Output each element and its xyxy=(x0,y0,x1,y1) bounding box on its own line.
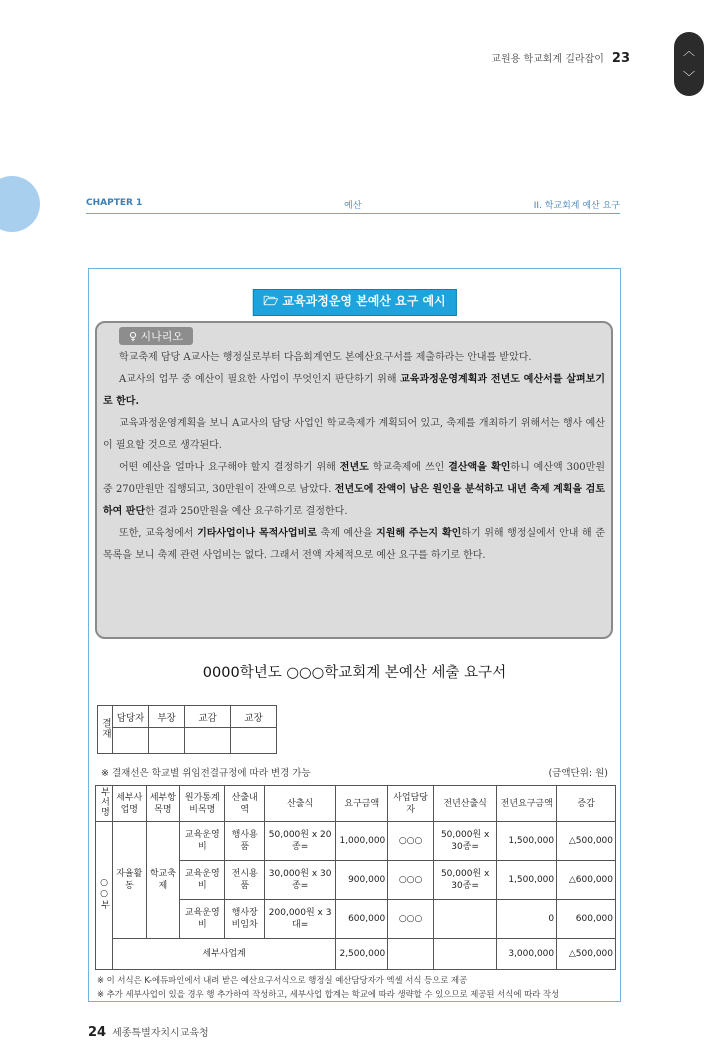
empty-cell xyxy=(388,939,434,970)
column-header: 요구금액 xyxy=(336,786,388,822)
column-header: 사업담당자 xyxy=(388,786,434,822)
side-decoration xyxy=(0,176,40,232)
formula-cell: 200,000원 x 3대= xyxy=(264,900,335,939)
scenario-paragraph: 어떤 예산을 얼마나 요구해야 할지 결정하기 위해 전년도 학교축제에 쓰인 결산액을 확인하니 예산액 300만원 중 270만원만 집행되고, 30만원이 잔액으로 남았다. 전년도에 잔액이 남은 원인을 분석하고 내년 축제 계획을 검토하여 판단한 결과 250만원을 예산 요구하기로 결정한다. xyxy=(103,462,605,517)
approval-label: 결재 xyxy=(98,706,113,754)
unit-note: (금액단위: 원) xyxy=(548,768,608,779)
total-amount: 2,500,000 xyxy=(336,939,388,970)
approval-note: ※ 결재선은 학교별 위임전결규정에 따라 변경 가능 xyxy=(101,768,311,779)
chapter-part: II. 학교회계 예산 요구 xyxy=(533,201,620,211)
footnote: ※ 추가 세부사업이 있을 경우 행 추가하여 작성하고, 세부사업 합계는 학교에 따라 생략할 수 있으므로 제공된 서식에 따라 작성 xyxy=(97,989,560,999)
scenario-box xyxy=(95,321,613,639)
cost-cell: 교육운영비 xyxy=(180,900,225,939)
signature-cell[interactable] xyxy=(185,728,231,754)
empty-cell xyxy=(433,939,496,970)
prev-formula-cell xyxy=(433,900,496,939)
dept-cell: ○○부 xyxy=(96,822,113,970)
example-banner xyxy=(252,289,456,316)
signature-cell[interactable] xyxy=(113,728,149,754)
budget-header-row xyxy=(96,786,616,822)
chapter-section: 예산 xyxy=(344,201,362,211)
budget-table xyxy=(95,785,616,970)
signature-cell[interactable] xyxy=(231,728,277,754)
running-head-title: 교원용 학교회계 길라잡이 xyxy=(491,54,604,65)
prev-amount-cell: 0 xyxy=(497,900,557,939)
column-header: 산출내역 xyxy=(225,786,264,822)
chevron-down-icon[interactable]: ﹀ xyxy=(682,69,695,84)
total-change: △500,000 xyxy=(557,939,616,970)
running-head-page-number: 23 xyxy=(611,51,630,66)
chevron-up-icon[interactable]: ︿ xyxy=(682,44,695,59)
running-head xyxy=(491,50,630,66)
change-cell: △600,000 xyxy=(557,861,616,900)
prev-formula-cell: 50,000원 x 30종= xyxy=(433,822,496,861)
page-scroll-control xyxy=(674,32,704,96)
change-cell: 600,000 xyxy=(557,900,616,939)
column-header: 전년산출식 xyxy=(433,786,496,822)
chapter-bar xyxy=(86,196,620,214)
signature-cell[interactable] xyxy=(149,728,185,754)
detail-cell: 행사장비임차 xyxy=(225,900,264,939)
banner-title: 교육과정운영 본예산 요구 예시 xyxy=(282,294,446,308)
page-footer xyxy=(88,1024,209,1040)
project-cell: 자율활동 xyxy=(113,822,147,939)
formula-cell: 50,000원 x 20종= xyxy=(264,822,335,861)
column-header: 원가통계비목명 xyxy=(180,786,225,822)
approval-header: 부장 xyxy=(149,706,185,728)
detail-cell: 전시용품 xyxy=(225,861,264,900)
column-header: 전년요구금액 xyxy=(497,786,557,822)
cost-cell: 교육운영비 xyxy=(180,861,225,900)
amount-cell: 900,000 xyxy=(336,861,388,900)
scenario-paragraph: 또한, 교육청에서 기타사업이나 목적사업비로 축제 예산을 지원해 주는지 확인하기 위해 행정실에서 안내 해 준 목록을 보니 축제 관련 사업비는 없다. 그래서 전액 자체적으로 예산 요구를 하기로 한다. xyxy=(103,528,606,561)
manager-cell: ○○○ xyxy=(388,900,434,939)
item-cell: 학교축제 xyxy=(146,822,180,939)
footnotes xyxy=(97,973,612,1001)
footer-publisher: 세종특별자치시교육청 xyxy=(112,1028,209,1039)
footer-page-number: 24 xyxy=(88,1025,107,1040)
column-header: 부서명 xyxy=(96,786,113,822)
scenario-tag: ♀ 시나리오 xyxy=(119,327,193,345)
manager-cell: ○○○ xyxy=(388,822,434,861)
detail-cell: 행사용품 xyxy=(225,822,264,861)
form-title: 0000학년도 ○○○학교회계 본예산 세출 요구서 xyxy=(202,665,507,681)
formula-cell: 30,000원 x 30종= xyxy=(264,861,335,900)
manager-cell: ○○○ xyxy=(388,861,434,900)
column-header: 세부사업명 xyxy=(113,786,147,822)
scenario-paragraph: 학교축제 담당 A교사는 행정실로부터 다음회계연도 본예산요구서를 제출하라는 안내를 받았다. xyxy=(119,352,532,363)
approval-header: 담당자 xyxy=(113,706,149,728)
scenario-paragraph: A교사의 업무 중 예산이 필요한 사업이 무엇인지 판단하기 위해 교육과정운영계획과 전년도 예산서를 살펴보기로 한다. xyxy=(103,374,605,407)
scenario-paragraph: 교육과정운영계획을 보니 A교사의 담당 사업인 학교축제가 계획되어 있고, 축제를 개최하기 위해서는 행사 예산이 필요할 것으로 생각된다. xyxy=(103,418,605,451)
table-row xyxy=(96,822,616,861)
total-prev-amount: 3,000,000 xyxy=(497,939,557,970)
approval-header: 교감 xyxy=(185,706,231,728)
footnote: ※ 이 서식은 K-에듀파인에서 내려 받은 예산요구서식으로 행정실 예산담당자가 엑셀 서식 등으로 제공 xyxy=(97,975,468,985)
cost-cell: 교육운영비 xyxy=(180,822,225,861)
column-header: 세부항목명 xyxy=(146,786,180,822)
chapter-label: CHAPTER 1 xyxy=(86,198,143,208)
amount-cell: 600,000 xyxy=(336,900,388,939)
approval-header: 교장 xyxy=(231,706,277,728)
amount-cell: 1,000,000 xyxy=(336,822,388,861)
total-row xyxy=(96,939,616,970)
total-label: 세부사업계 xyxy=(113,939,336,970)
column-header: 산출식 xyxy=(264,786,335,822)
note-row xyxy=(101,765,608,779)
approval-table xyxy=(97,705,277,754)
prev-amount-cell: 1,500,000 xyxy=(497,822,557,861)
example-frame xyxy=(88,268,621,1002)
column-header: 증감 xyxy=(557,786,616,822)
prev-formula-cell: 50,000원 x 30종= xyxy=(433,861,496,900)
change-cell: △500,000 xyxy=(557,822,616,861)
folder-icon: 🗁 xyxy=(263,294,279,308)
prev-amount-cell: 1,500,000 xyxy=(497,861,557,900)
